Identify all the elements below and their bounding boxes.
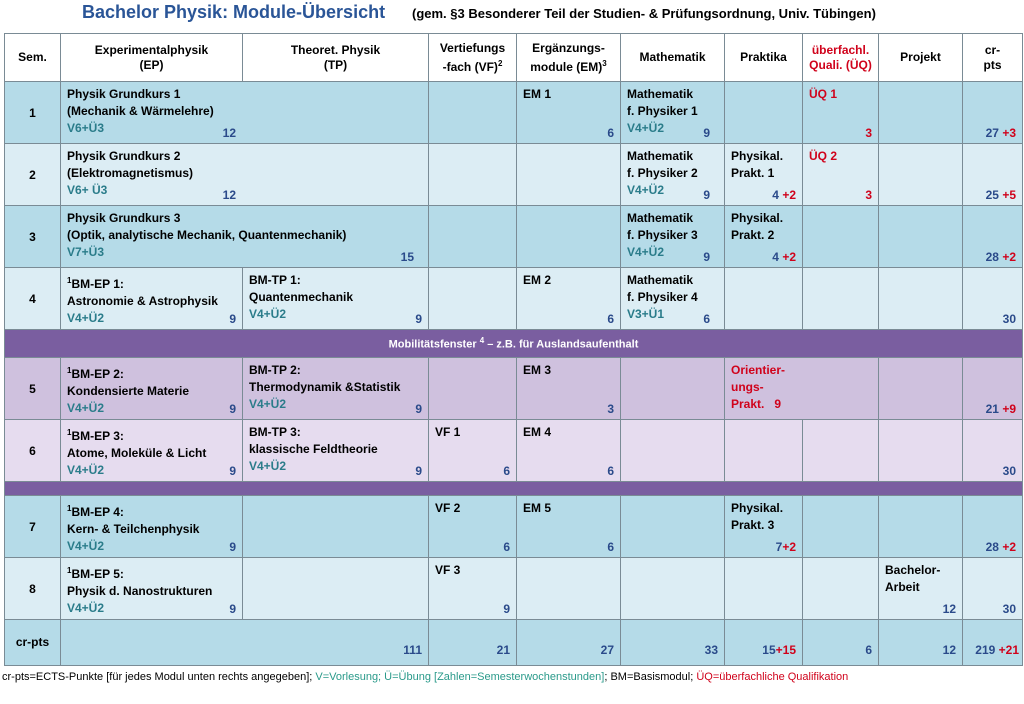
ep-cell: $^1$BM-EP 3: Atome, Moleküle & Licht V4+Ü2 9 [61,420,243,482]
semester-row-5 [5,358,1023,420]
em-cell: EM 1 6 [517,82,621,144]
uq-cell [803,206,879,268]
totals-ep-tp: 111 [61,620,429,666]
pr-cell [725,420,803,482]
sem-cell: 7 [5,496,61,558]
legend-lecture: V=Vorlesung; Ü=Übung [Zahlen=Semesterwochenstunden] [315,671,605,683]
pj-cell: Bachelor- Arbeit 12 [879,558,963,620]
page-header [0,0,1024,30]
em-cell [517,144,621,206]
totals-label: cr-pts [5,620,61,666]
module-table [4,33,1023,666]
vf-cell [429,268,517,330]
tp-cell [243,496,429,558]
semester-row-8 [5,558,1023,620]
pr-cell: Physikal. Prakt. 1 4 +2 [725,144,803,206]
ma-cell [621,358,725,420]
pr-cell [725,558,803,620]
uq-cell [803,420,879,482]
semester-row-2 [5,144,1023,206]
ep-cell: $^1$BM-EP 4: Kern- & Teilchenphysik V4+Ü2 9 [61,496,243,558]
pj-cell [879,496,963,558]
separator-band [5,482,1023,496]
vf-cell [429,144,517,206]
legend-cr: cr-pts=ECTS-Punkte [für jedes Modul unten rechts angegeben]; [2,671,316,683]
totals-row [5,620,1023,666]
header-sem: Sem. [5,34,61,82]
legend [2,671,848,683]
semester-row-6 [5,420,1023,482]
cr-cell: 27 +3 [963,82,1023,144]
sem-cell: 2 [5,144,61,206]
ma-cell: Mathematik f. Physiker 1 V4+Ü2 9 [621,82,725,144]
mobility-window-label: Mobilitätsfenster $^4$ – z.B. für Auslandsaufenthalt [5,330,1023,358]
cr-cell: 21 +9 [963,358,1023,420]
vf-cell [429,358,517,420]
em-cell: EM 5 6 [517,496,621,558]
sem-cell: 8 [5,558,61,620]
header-cr: cr- pts [963,34,1023,82]
tp-cell: BM-TP 3: klassische Feldtheorie V4+Ü2 9 [243,420,429,482]
em-cell [517,206,621,268]
pj-cell [879,420,963,482]
sem-cell: 6 [5,420,61,482]
ep-cell: Physik Grundkurs 2 (Elektromagnetismus) V6+ Ü3 12 [61,144,429,206]
legend-uq: ÜQ=überfachliche Qualifikation [696,671,849,683]
sem-cell: 5 [5,358,61,420]
header-em: Ergänzungs- module (EM)$^3$ [517,34,621,82]
sem-cell: 4 [5,268,61,330]
totals-ma: 33 [621,620,725,666]
uq-cell [803,268,879,330]
ma-cell [621,420,725,482]
totals-uq: 6 [803,620,879,666]
pj-cell [879,206,963,268]
header-pj: Projekt [879,34,963,82]
em-cell [517,558,621,620]
header-row [5,34,1023,82]
cr-cell: 28 +2 [963,496,1023,558]
vf-cell [429,82,517,144]
mobility-window-band [5,330,1023,358]
pr-cell: Physikal. Prakt. 2 4 +2 [725,206,803,268]
uq-cell [803,558,879,620]
tp-cell: BM-TP 1: Quantenmechanik V4+Ü2 9 [243,268,429,330]
semester-row-1 [5,82,1023,144]
vf-cell [429,206,517,268]
header-pr: Praktika [725,34,803,82]
ep-cell: Physik Grundkurs 1 (Mechanik & Wärmelehre) V6+Ü3 12 [61,82,429,144]
pr-cell: Orientier- ungs- Prakt. 9 [725,358,879,420]
pj-cell [879,268,963,330]
cr-cell: 28 +2 [963,206,1023,268]
uq-cell [803,496,879,558]
pr-cell [725,268,803,330]
pj-cell [879,144,963,206]
ep-cell: $^1$BM-EP 1: Astronomie & Astrophysik V4+Ü2 9 [61,268,243,330]
em-cell: EM 4 6 [517,420,621,482]
cr-cell: 30 [963,558,1023,620]
ep-cell: Physik Grundkurs 3 (Optik, analytische Mechanik, Quantenmechanik) V7+Ü3 15 [61,206,429,268]
uq-cell: ÜQ 1 3 [803,82,879,144]
pr-cell [725,82,803,144]
header-vf: Vertiefungs -fach (VF)$^2$ [429,34,517,82]
tp-cell [243,558,429,620]
semester-row-7 [5,496,1023,558]
pr-cell: Physikal. Prakt. 3 7+2 [725,496,803,558]
totals-em: 27 [517,620,621,666]
totals-pr: 15+15 [725,620,803,666]
legend-basis: ; BM=Basismodul; [604,671,697,683]
totals-pj: 12 [879,620,963,666]
ma-cell [621,496,725,558]
semester-row-4 [5,268,1023,330]
cr-cell: 30 [963,268,1023,330]
totals-vf: 21 [429,620,517,666]
header-uq: überfachl. Quali. (ÜQ) [803,34,879,82]
ma-cell: Mathematik f. Physiker 4 V3+Ü1 6 [621,268,725,330]
tp-cell: BM-TP 2: Thermodynamik &Statistik V4+Ü2 9 [243,358,429,420]
em-cell: EM 2 6 [517,268,621,330]
header-ma: Mathematik [621,34,725,82]
totals-cr: 219 +21 [963,620,1023,666]
ep-cell: $^1$BM-EP 2: Kondensierte Materie V4+Ü2 9 [61,358,243,420]
vf-cell: VF 2 6 [429,496,517,558]
em-cell: EM 3 3 [517,358,621,420]
ep-cell: $^1$BM-EP 5: Physik d. Nanostrukturen V4+Ü2 9 [61,558,243,620]
semester-row-3 [5,206,1023,268]
sem-cell: 1 [5,82,61,144]
pj-cell [879,358,963,420]
cr-cell: 30 [963,420,1023,482]
ma-cell [621,558,725,620]
header-tp: Theoret. Physik (TP) [243,34,429,82]
vf-cell: VF 3 9 [429,558,517,620]
header-ep: Experimentalphysik (EP) [61,34,243,82]
ma-cell: Mathematik f. Physiker 3 V4+Ü2 9 [621,206,725,268]
page-title: Bachelor Physik: Module-Übersicht [82,2,386,22]
uq-cell: ÜQ 2 3 [803,144,879,206]
ma-cell: Mathematik f. Physiker 2 V4+Ü2 9 [621,144,725,206]
vf-cell: VF 1 6 [429,420,517,482]
cr-cell: 25 +5 [963,144,1023,206]
page-subtitle: (gem. §3 Besonderer Teil der Studien- & Prüfungsordnung, Univ. Tübingen) [412,6,876,21]
sem-cell: 3 [5,206,61,268]
pj-cell [879,82,963,144]
